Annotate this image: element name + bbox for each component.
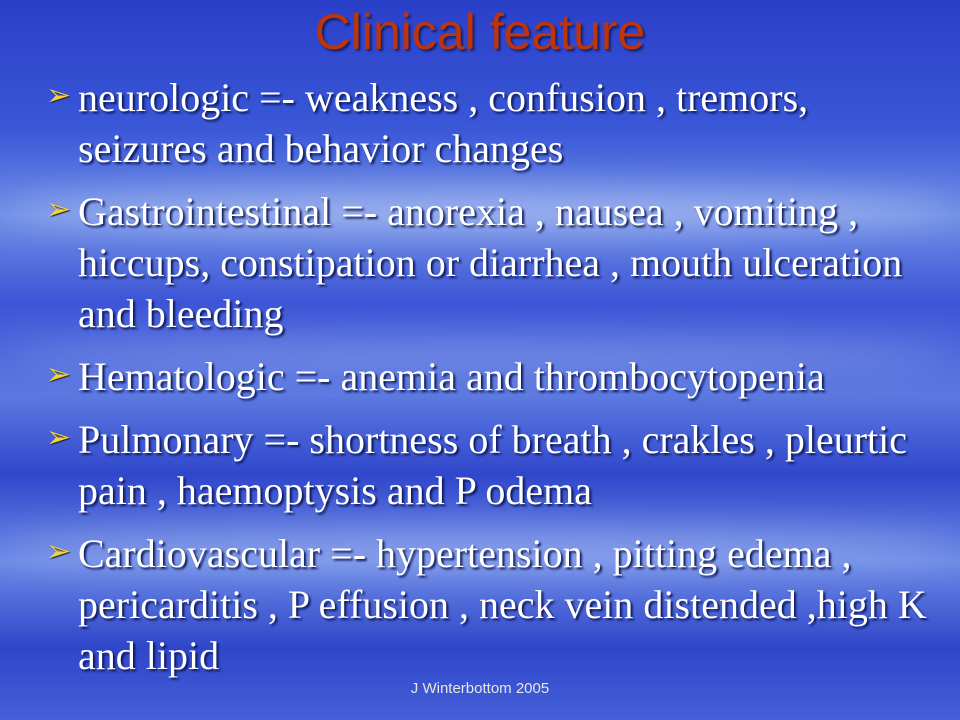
- bullet-text: Gastrointestinal =- anorexia , nausea , vomiting , hiccups, constipation or diarrhea , mouth ulceration and bleeding: [78, 189, 903, 336]
- footer-credit: J Winterbottom 2005: [410, 680, 550, 697]
- bullet-text: Cardiovascular =- hypertension , pitting edema , pericarditis , P effusion , neck vein distended ,high K and lipid: [78, 531, 927, 678]
- arrow-bullet-icon: ➢: [46, 420, 72, 455]
- bullet-text: neurologic =- weakness , confusion , tremors, seizures and behavior changes: [78, 75, 809, 171]
- bullet-list: [44, 72, 934, 693]
- arrow-bullet-icon: ➢: [46, 78, 72, 113]
- bullet-item: [44, 414, 934, 516]
- arrow-bullet-icon: ➢: [46, 534, 72, 569]
- bullet-item: [44, 351, 934, 402]
- bullet-text: Pulmonary =- shortness of breath , crakles , pleurtic pain , haemoptysis and P odema: [78, 417, 908, 513]
- bullet-text: Hematologic =- anemia and thrombocytopenia: [78, 354, 825, 399]
- bullet-item: [44, 72, 934, 174]
- bullet-item: [44, 186, 934, 339]
- slide-title: Clinical feature: [314, 4, 646, 60]
- bullet-item: [44, 528, 934, 681]
- arrow-bullet-icon: ➢: [46, 192, 72, 227]
- arrow-bullet-icon: ➢: [46, 357, 72, 392]
